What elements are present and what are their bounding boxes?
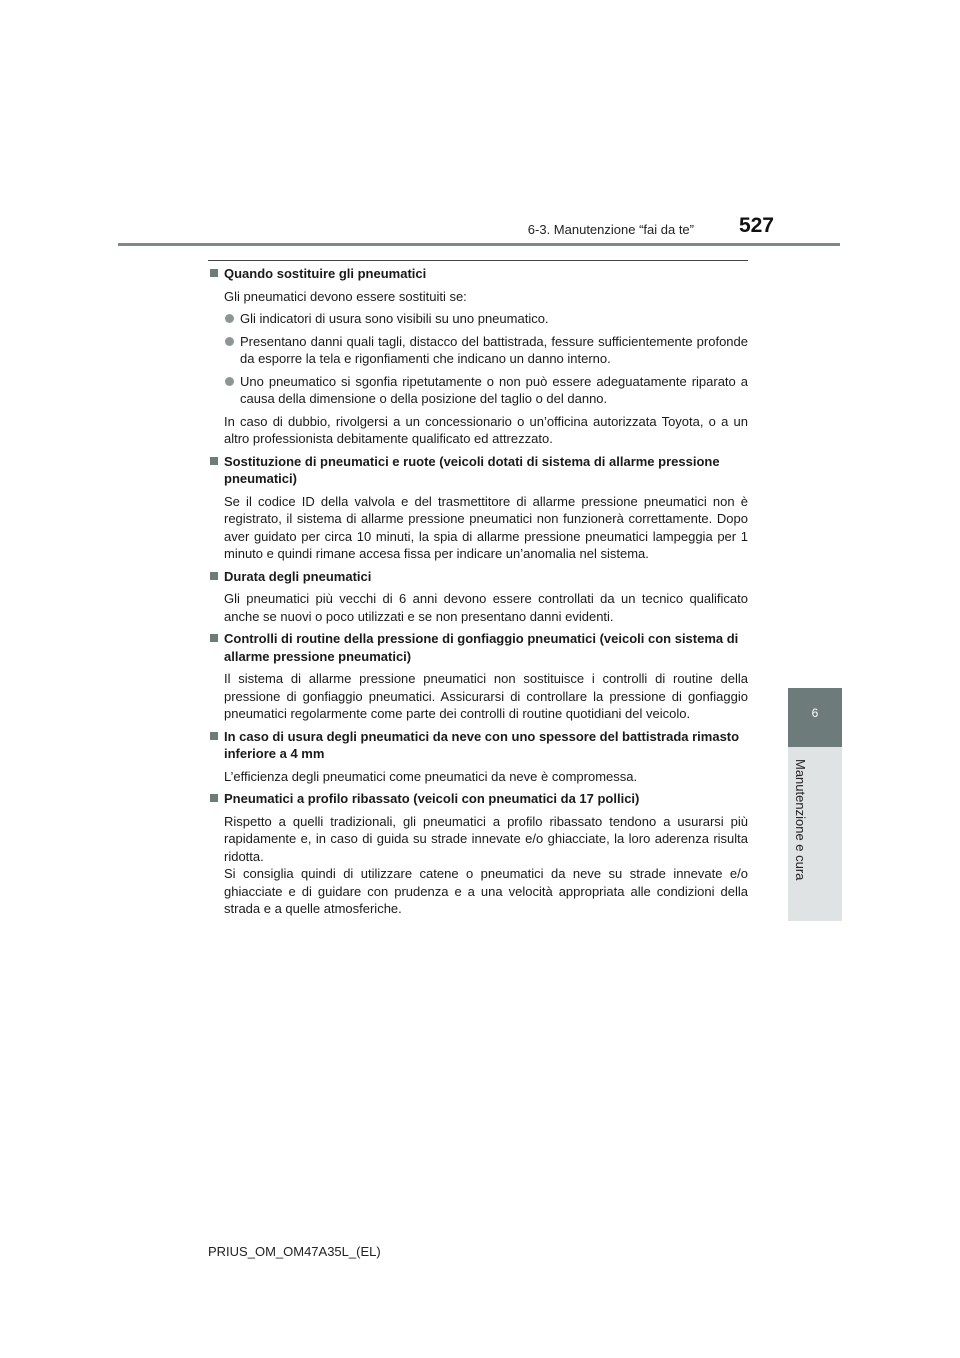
list-item-text: Uno pneumatico si sgonfia ripetutamente o non può essere adeguatamente riparato a causa della dimensione o della posizione del taglio o del danno. bbox=[240, 373, 748, 406]
section-tire-life bbox=[208, 568, 748, 626]
list-item bbox=[208, 333, 748, 368]
square-bullet-icon bbox=[210, 269, 218, 277]
section-text: Se il codice ID della valvola e del trasmettitore di allarme pressione pneumatici non è registrato, il sistema di allarme pressione pneumatici non funzionerà correttamente. Dopo aver guidato per circa 10 minuti, la spia di allarme pressione pneumatici lampeggia per 1 minuto e quindi rimane accesa fissa per indicare un’anomalia nel sistema. bbox=[224, 493, 748, 561]
section-heading bbox=[208, 265, 748, 283]
circle-bullet-icon bbox=[225, 337, 234, 346]
section-text: Rispetto a quelli tradizionali, gli pneumatici a profilo ribassato tendono a usurarsi più rapidamente e, in caso di guida su strade innevate e/o ghiacciate, la loro aderenza risulta ridotta. bbox=[224, 813, 748, 864]
section-title: Quando sostituire gli pneumatici bbox=[224, 266, 427, 281]
section-replacement-tpms bbox=[208, 453, 748, 563]
square-bullet-icon bbox=[210, 794, 218, 802]
circle-bullet-icon bbox=[225, 314, 234, 323]
section-text: Il sistema di allarme pressione pneumatici non sostituisce i controlli di routine della pressione di gonfiaggio pneumatici. Assicurarsi di controllare la pressione di gonfiaggio pneumatici regolarmente come parte dei controlli di routine quotidiani del veicolo. bbox=[224, 671, 748, 721]
page-content bbox=[208, 265, 748, 923]
square-bullet-icon bbox=[210, 457, 218, 465]
header-section-title: 6-3. Manutenzione “fai da te” bbox=[527, 222, 694, 237]
section-title: Durata degli pneumatici bbox=[224, 568, 372, 584]
section-when-to-replace bbox=[208, 265, 748, 448]
document-code: PRIUS_OM_OM47A35L_(EL) bbox=[208, 1244, 381, 1259]
section-heading bbox=[208, 568, 748, 586]
square-bullet-icon bbox=[210, 572, 218, 580]
chapter-number: 6 bbox=[811, 706, 819, 720]
list-item-text: Gli indicatori di usura sono visibili su uno pneumatico. bbox=[240, 311, 549, 326]
section-title: In caso di usura degli pneumatici da neve con uno spessore del battistrada rimasto inferiore a 4 mm bbox=[224, 728, 740, 761]
section-title: Controlli di routine della pressione di gonfiaggio pneumatici (veicoli con sistema di allarme pressione pneumatici) bbox=[224, 631, 739, 664]
list-item bbox=[208, 310, 748, 328]
square-bullet-icon bbox=[210, 634, 218, 642]
section-low-profile-tires bbox=[208, 790, 748, 918]
list-item bbox=[208, 373, 748, 408]
section-title: Pneumatici a profilo ribassato (veicoli con pneumatici da 17 pollici) bbox=[224, 791, 640, 806]
section-routine-checks bbox=[208, 630, 748, 723]
section-intro: Gli pneumatici devono essere sostituiti se: bbox=[224, 288, 467, 304]
section-heading bbox=[208, 453, 748, 488]
section-outro: In caso di dubbio, rivolgersi a un concessionario o un’officina autorizzata Toyota, o a un altro professionista debitamente qualificato ed attrezzato. bbox=[224, 413, 748, 446]
page-number: 527 bbox=[738, 214, 774, 237]
section-heading bbox=[208, 728, 748, 763]
section-text-continued: Si consiglia quindi di utilizzare catene o pneumatici da neve su strade innevate e/o ghiacciate e di guidare con prudenza e a una velocità appropriata alle condizioni della strada e a quelle atmosferiche. bbox=[224, 866, 748, 916]
square-bullet-icon bbox=[210, 732, 218, 740]
section-heading bbox=[208, 790, 748, 808]
content-divider bbox=[208, 260, 748, 261]
section-snow-tire-wear bbox=[208, 728, 748, 786]
section-heading bbox=[208, 630, 748, 665]
chapter-label: Manutenzione e cura bbox=[793, 759, 808, 881]
section-text: Gli pneumatici più vecchi di 6 anni devono essere controllati da un tecnico qualificato anche se nuovi o poco utilizzati e se non presentano danni evidenti. bbox=[224, 591, 748, 624]
circle-bullet-icon bbox=[225, 377, 234, 386]
list-item-text: Presentano danni quali tagli, distacco del battistrada, fessure sufficientemente profonde da esporre la tela e rigonfiamenti che indicano un danno interno. bbox=[240, 333, 748, 366]
section-title: Sostituzione di pneumatici e ruote (veicoli dotati di sistema di allarme pressione pneumatici) bbox=[224, 453, 720, 486]
header-divider bbox=[118, 243, 840, 246]
section-text: L’efficienza degli pneumatici come pneumatici da neve è compromessa. bbox=[224, 768, 638, 784]
